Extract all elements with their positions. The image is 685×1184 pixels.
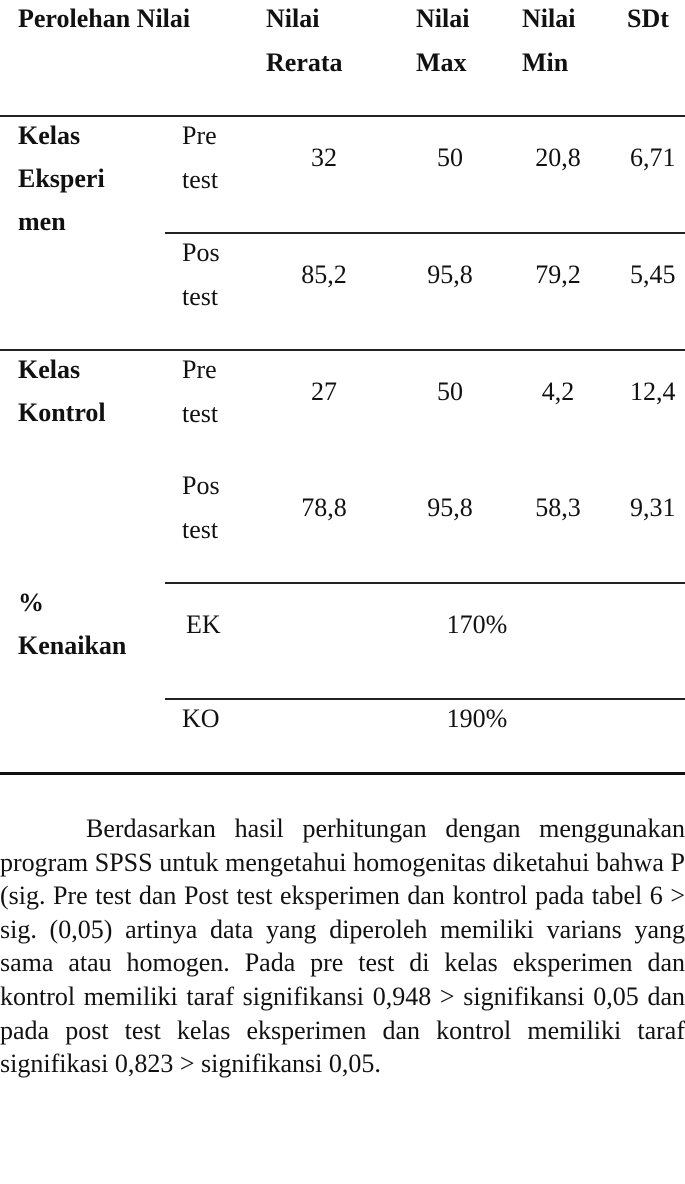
cell-kon-pre-min: 4,2 (541, 377, 575, 406)
cell-eks-pos-min: 79,2 (535, 260, 581, 289)
cell-eks-pre-min: 20,8 (535, 143, 581, 172)
kenaikan-ko-value: 190% (446, 704, 508, 733)
header-nilai-max-line2: Max (416, 48, 467, 77)
rule-kon-end (165, 582, 685, 584)
header-perolehan-nilai: Perolehan Nilai (18, 4, 191, 33)
header-nilai-min-line2: Min (522, 48, 569, 77)
kenaikan-ek-code: EK (186, 610, 221, 639)
group-label-eksperimen-line1: Kelas (18, 121, 81, 150)
rule-table-bottom (0, 772, 685, 775)
group-label-kontrol-line2: Kontrol (18, 398, 106, 427)
header-nilai-rerata-line1: Nilai (266, 4, 320, 33)
rule-eks-mid (165, 232, 685, 234)
cell-eks-pre-max: 50 (437, 143, 463, 172)
cell-kon-pos-min: 58,3 (535, 493, 581, 522)
row-kon-pos-test-line2: test (182, 515, 219, 544)
header-nilai-max-line1: Nilai (416, 4, 470, 33)
row-eks-pre-test-line1: Pre (182, 121, 217, 150)
cell-eks-pos-rerata: 85,2 (301, 260, 347, 289)
body-paragraph: Berdasarkan hasil perhitungan dengan menggunakan program SPSS untuk mengetahui homogenitas diketahui bahwa P (sig. Pre test dan Post test eksperimen dan kontrol pada tabel 6 > sig. (0,05) artinya data yang diperoleh memiliki varians yang sama atau homogen. Pada pre test di kelas eksperimen dan kontrol memiliki taraf signifikansi 0,948 > signifikansi 0,05 dan pada post test kelas eksperimen dan kontrol memiliki taraf signifikasi 0,823 > signifikansi 0,05. (0, 814, 685, 1079)
cell-kon-pos-sdt: 9,31 (630, 493, 676, 522)
row-kon-pos-test-line1: Pos (182, 471, 220, 500)
row-eks-pos-test-line2: test (182, 282, 219, 311)
cell-kon-pos-max: 95,8 (427, 493, 473, 522)
cell-eks-pos-sdt: 5,45 (630, 260, 676, 289)
header-nilai-min-line1: Nilai (522, 4, 576, 33)
group-label-eksperimen-line2: Eksperi (18, 164, 105, 193)
cell-eks-pre-sdt: 6,71 (630, 143, 676, 172)
header-nilai-rerata-line2: Rerata (266, 48, 343, 77)
cell-kon-pre-max: 50 (437, 377, 463, 406)
rule-eks-end (0, 349, 685, 351)
cell-kon-pre-sdt: 12,4 (630, 377, 676, 406)
cell-kon-pos-rerata: 78,8 (301, 493, 347, 522)
row-eks-pos-test-line1: Pos (182, 238, 220, 267)
rule-header (0, 115, 685, 117)
kenaikan-ek-value: 170% (446, 610, 508, 639)
group-label-eksperimen-line3: men (18, 207, 66, 236)
row-kon-pre-test-line1: Pre (182, 355, 217, 384)
row-eks-pre-test-line2: test (182, 165, 219, 194)
kenaikan-label-line2: Kenaikan (18, 631, 127, 660)
header-sdt: SDt (627, 4, 669, 33)
cell-eks-pre-rerata: 32 (311, 143, 337, 172)
kenaikan-label-line1: % (18, 588, 44, 617)
cell-kon-pre-rerata: 27 (311, 377, 337, 406)
cell-eks-pos-max: 95,8 (427, 260, 473, 289)
kenaikan-ko-code: KO (182, 704, 220, 733)
group-label-kontrol-line1: Kelas (18, 355, 81, 384)
row-kon-pre-test-line2: test (182, 399, 219, 428)
